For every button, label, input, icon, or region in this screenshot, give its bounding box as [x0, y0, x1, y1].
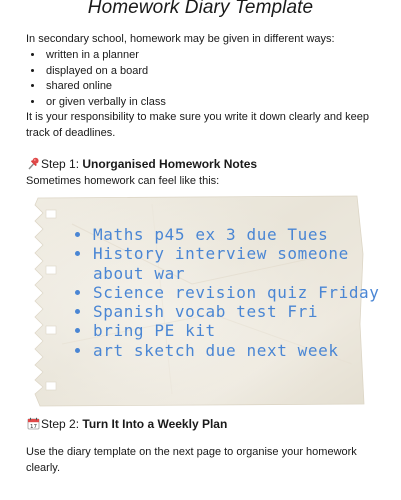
list-item: • Maths p45 ex 3 due Tues — [92, 225, 401, 244]
intro-text: In secondary school, homework may be given in different ways: — [26, 33, 335, 45]
step2-prefix: Step 2: — [41, 417, 80, 431]
list-item: • bring PE kit — [92, 321, 401, 340]
step1-prefix: Step 1: — [41, 157, 80, 171]
svg-text:17: 17 — [29, 424, 37, 430]
list-item: • shared online — [44, 79, 166, 95]
pushpin-icon — [26, 156, 40, 172]
list-item: • art sketch due next week — [92, 341, 401, 360]
list-item: • or given verbally in class — [44, 95, 166, 111]
step2-text: Use the diary template on the next page to organise your homework clearly. — [26, 446, 357, 474]
step2-heading — [26, 416, 227, 432]
list-item: • History interview someone about war — [92, 244, 401, 283]
handwritten-homework-list — [76, 225, 401, 360]
page-title: Homework Diary Template — [87, 0, 314, 18]
calendar-icon — [26, 416, 40, 432]
list-item: • Spanish vocab test Fri — [92, 302, 401, 321]
step2-title: Turn It Into a Weekly Plan — [82, 417, 228, 431]
responsibility-text: It is your responsibility to make sure you write it down clearly and keep track of deadlines. — [26, 111, 369, 139]
step1-text: Sometimes homework can feel like this: — [26, 175, 220, 187]
list-item: • Science revision quiz Friday — [92, 283, 401, 302]
step1-heading — [26, 156, 257, 172]
step1-title: Unorganised Homework Notes — [82, 157, 258, 171]
list-item: • displayed on a board — [44, 64, 166, 80]
list-item: • written in a planner — [44, 48, 166, 64]
homework-ways-list — [26, 48, 166, 110]
